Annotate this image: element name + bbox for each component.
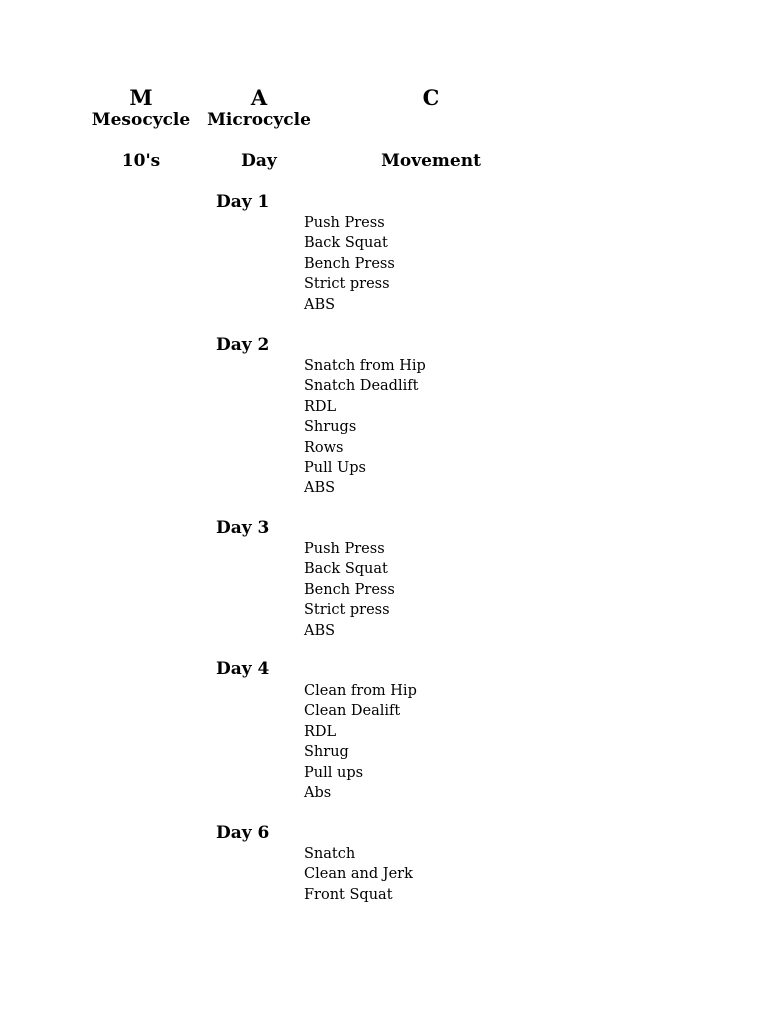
movement-item: Abs (304, 785, 332, 802)
movement-item: RDL (304, 723, 337, 740)
movement-item: Clean from Hip (304, 683, 417, 699)
movement-item: Snatch (304, 846, 356, 862)
movement-item: Bench Press (304, 581, 395, 598)
movement-item: Pull ups (304, 764, 364, 781)
movement-item: Rows (304, 439, 344, 456)
movement-list (304, 213, 395, 315)
day-title: Day 4 (216, 659, 270, 679)
movement-item: Shrug (304, 744, 349, 761)
movement-item: Strict press (304, 276, 390, 293)
movement-item: Clean Dealift (304, 703, 401, 720)
movement-item: Front Squat (304, 886, 393, 903)
mesocycle-label: Mesocycle (91, 110, 191, 130)
day-title: Day 3 (216, 518, 270, 538)
microcycle-label: Microcycle (207, 110, 311, 130)
movement-item: Back Squat (304, 561, 388, 578)
day-column-header: Day (241, 151, 277, 171)
microcycle-letter: A (250, 85, 268, 110)
movement-list (304, 356, 426, 499)
movement-item: RDL (304, 398, 337, 415)
movement-item: Snatch from Hip (304, 358, 426, 374)
day-title: Day 6 (216, 823, 270, 843)
movement-list (304, 681, 417, 803)
movement-item: Back Squat (304, 235, 388, 252)
tens-column-header: 10's (121, 151, 161, 171)
movement-item: Shrugs (304, 419, 357, 436)
movement-item: Snatch Deadlift (304, 378, 419, 395)
movement-column-header: Movement (381, 151, 481, 171)
movement-list (304, 844, 413, 905)
movement-list (304, 539, 395, 641)
movement-item: Strict press (304, 602, 390, 619)
day-title: Day 1 (216, 192, 270, 212)
movement-item: Bench Press (304, 255, 395, 272)
mesocycle-letter: M (129, 85, 153, 110)
movement-item: ABS (304, 296, 336, 313)
day-title: Day 2 (216, 335, 270, 355)
movement-item: ABS (304, 480, 336, 497)
movement-item: Clean and Jerk (304, 866, 413, 883)
movement-item: Pull Ups (304, 460, 366, 477)
movement-item: Push Press (304, 215, 385, 231)
movement-letter: C (422, 85, 440, 110)
movement-item: ABS (304, 622, 336, 639)
movement-item: Push Press (304, 541, 385, 557)
